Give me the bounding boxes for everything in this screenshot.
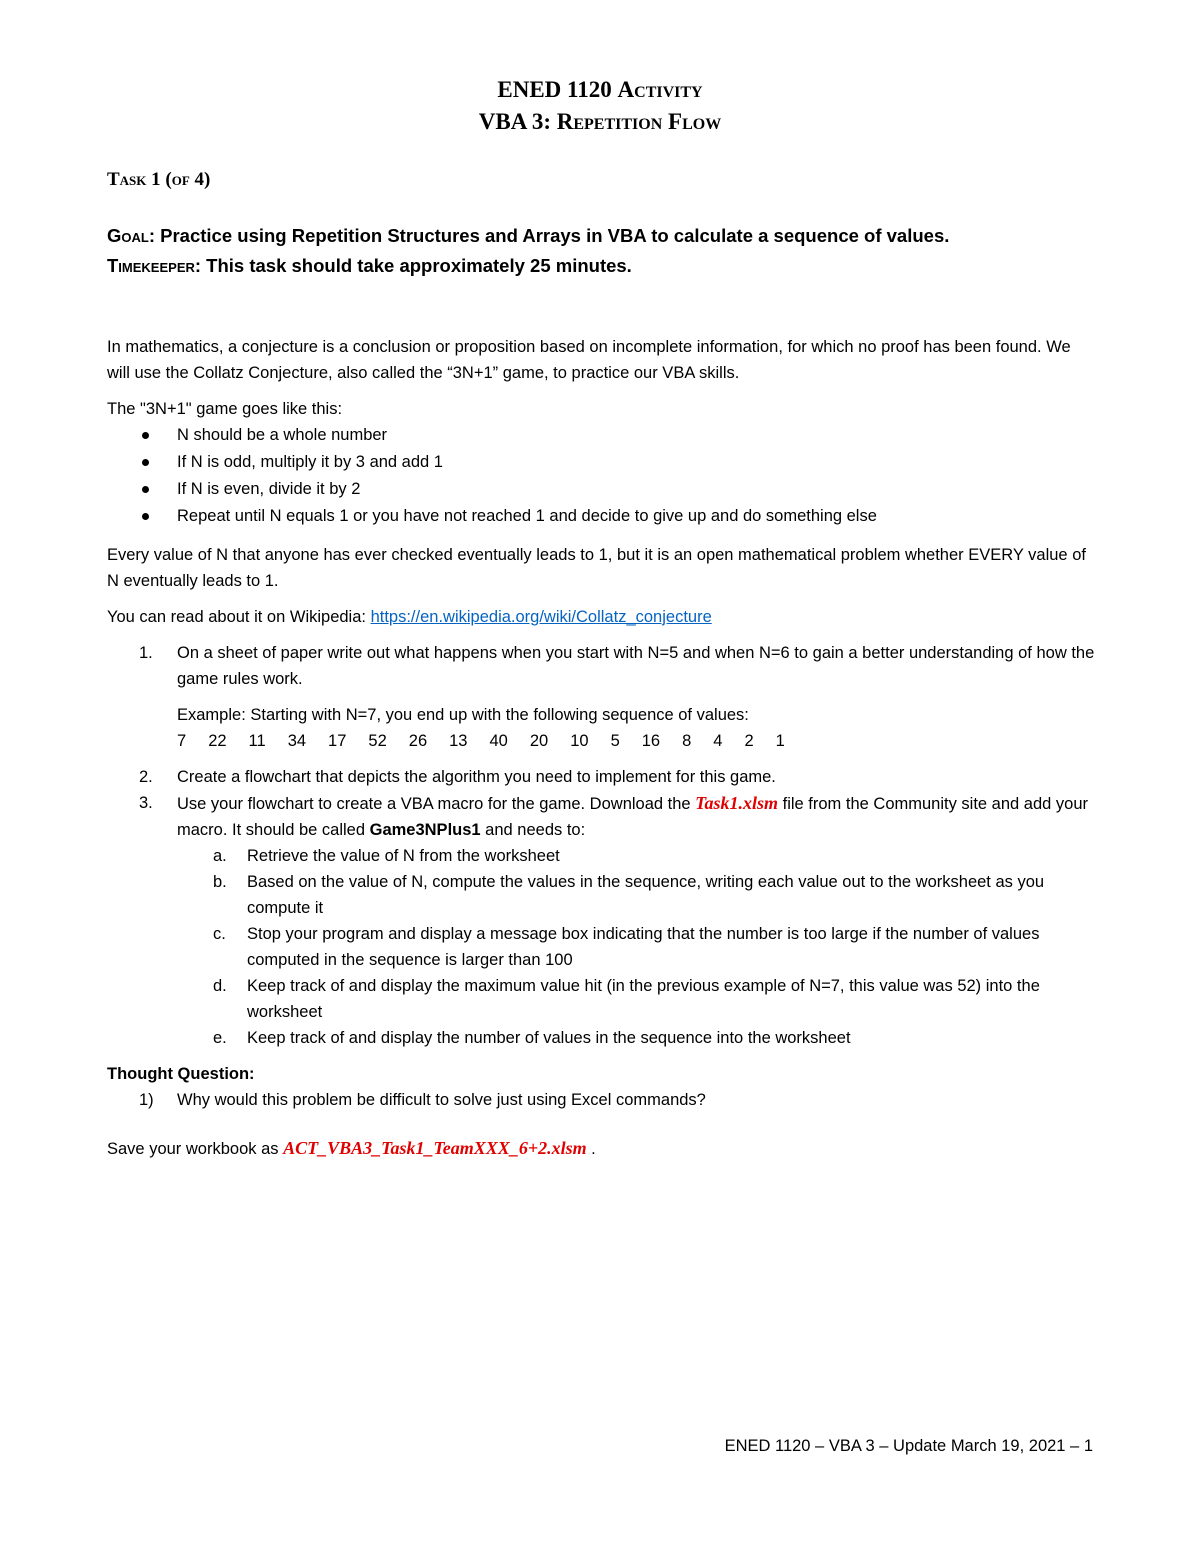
page-footer: ENED 1120 – VBA 3 – Update March 19, 2021 – 1	[724, 1437, 1093, 1455]
rule-item: Repeat until N equals 1 or you have not reached 1 and decide to give up and do something else	[107, 503, 1097, 530]
document-title	[0, 74, 1200, 138]
sequence-value: 10	[570, 732, 589, 750]
substep-item: d. Keep track of and display the maximum value hit (in the previous example of N=7, this value was 52) into the worksheet	[213, 977, 1040, 1021]
body-content	[107, 334, 1097, 1162]
step-3: 3. Use your flowchart to create a VBA macro for the game. Download the Task1.xlsm file from the Community site and add your macro. It should be called Game3NPlus1 and needs to: a. Retrieve the value of N from the worksheet b. Based on the value of N, compute the values in the sequence, writing each value out to the worksheet as you compute it c. Stop your program and display a message box indicating that the number is too large if the number of values computed in the sequence is larger than 100 d. Keep track of and display the maximum value hit (in the previous example of N=7, this value was 52) into the worksheet e. Keep track of and display the number of values in the sequence into the worksheet	[107, 790, 1097, 1051]
title-line-2: VBA 3: Repetition Flow	[478, 109, 722, 134]
sequence-value: 26	[408, 732, 428, 750]
sequence-value: 40	[489, 732, 508, 750]
task1-filename: Task1.xlsm	[695, 793, 779, 813]
rule-item: If N is even, divide it by 2	[107, 476, 1097, 503]
thought-question-heading: Thought Question:	[107, 1065, 255, 1083]
game-intro: The "3N+1" game goes like this:	[107, 400, 343, 418]
sequence-value: 4	[713, 732, 723, 750]
sequence-value: 20	[529, 732, 549, 750]
substep-item: c. Stop your program and display a message box indicating that the number is too large if the number of values computed in the sequence is larger than 100	[213, 925, 1040, 969]
goal-line: Goal: Practice using Repetition Structures and Arrays in VBA to calculate a sequence of values.	[107, 225, 950, 246]
timekeeper-label: Timekeeper:	[107, 255, 202, 276]
save-instruction: Save your workbook as ACT_VBA3_Task1_TeamXXX_6+2.xlsm .	[107, 1138, 596, 1158]
title-line-1: ENED 1120 Activity	[497, 77, 703, 102]
substep-item: b. Based on the value of N, compute the values in the sequence, writing each value out to the worksheet as you compute it	[213, 873, 1045, 917]
wikipedia-link[interactable]: https://en.wikipedia.org/wiki/Collatz_conjecture	[370, 608, 712, 626]
example-text: Example: Starting with N=7, you end up with the following sequence of values:	[177, 706, 749, 724]
intro-paragraph: In mathematics, a conjecture is a conclusion or proposition based on incomplete information, for which no proof has been found. We will use the Collatz Conjecture, also called the “3N+1” game, to practice our VBA skills.	[107, 338, 1071, 382]
substep-item: e. Keep track of and display the number of values in the sequence into the worksheet	[213, 1029, 851, 1047]
sequence-value: 17	[328, 732, 347, 750]
substeps-list	[177, 843, 1097, 1051]
bullet-icon	[142, 486, 149, 493]
goal-block	[107, 221, 1107, 281]
thought-item: 1) Why would this problem be difficult to solve just using Excel commands?	[139, 1091, 706, 1109]
sequence-value: 22	[208, 732, 227, 750]
bullet-icon	[142, 513, 149, 520]
save-filename: ACT_VBA3_Task1_TeamXXX_6+2.xlsm	[283, 1138, 587, 1158]
sequence-value: 16	[641, 732, 661, 750]
thought-list	[107, 1087, 1097, 1113]
task-heading: Task 1 (of 4)	[107, 169, 211, 190]
step-2: 2. Create a flowchart that depicts the algorithm you need to implement for this game.	[139, 768, 776, 786]
sequence-value: 2	[744, 732, 754, 750]
open-problem-paragraph: Every value of N that anyone has ever checked eventually leads to 1, but it is an open mathematical problem whether EVERY value of N eventually leads to 1.	[107, 546, 1086, 590]
timekeeper-line: Timekeeper: This task should take approximately 25 minutes.	[107, 255, 632, 276]
rule-item: If N is odd, multiply it by 3 and add 1	[107, 449, 1097, 476]
sequence-value: 13	[449, 732, 468, 750]
macro-name: Game3NPlus1	[369, 821, 481, 839]
sequence-value: 7	[177, 732, 187, 750]
bullet-icon	[142, 459, 149, 466]
rules-list	[107, 422, 1097, 530]
steps-list	[107, 640, 1097, 1051]
substep-item: a. Retrieve the value of N from the worksheet	[213, 847, 560, 865]
sequence-value: 52	[368, 732, 387, 750]
sequence-value: 11	[248, 732, 266, 750]
bullet-icon	[142, 432, 149, 439]
sequence-value: 34	[287, 732, 307, 750]
sequence-value: 8	[682, 732, 692, 750]
example-sequence	[177, 728, 1097, 754]
rule-item: N should be a whole number	[107, 422, 1097, 449]
wiki-paragraph: You can read about it on Wikipedia: https://en.wikipedia.org/wiki/Collatz_conjecture	[107, 608, 712, 626]
goal-label: Goal:	[107, 225, 155, 246]
sequence-value: 1	[775, 732, 785, 750]
sequence-value: 5	[610, 732, 620, 750]
step-1: 1. On a sheet of paper write out what happens when you start with N=5 and when N=6 to gain a better understanding of how the game rules work. Example: Starting with N=7, you end up with the following sequence of values: 7 22 11 34 17 52 26 13 40 20 10 5 16 8 4 2 1	[107, 640, 1097, 754]
